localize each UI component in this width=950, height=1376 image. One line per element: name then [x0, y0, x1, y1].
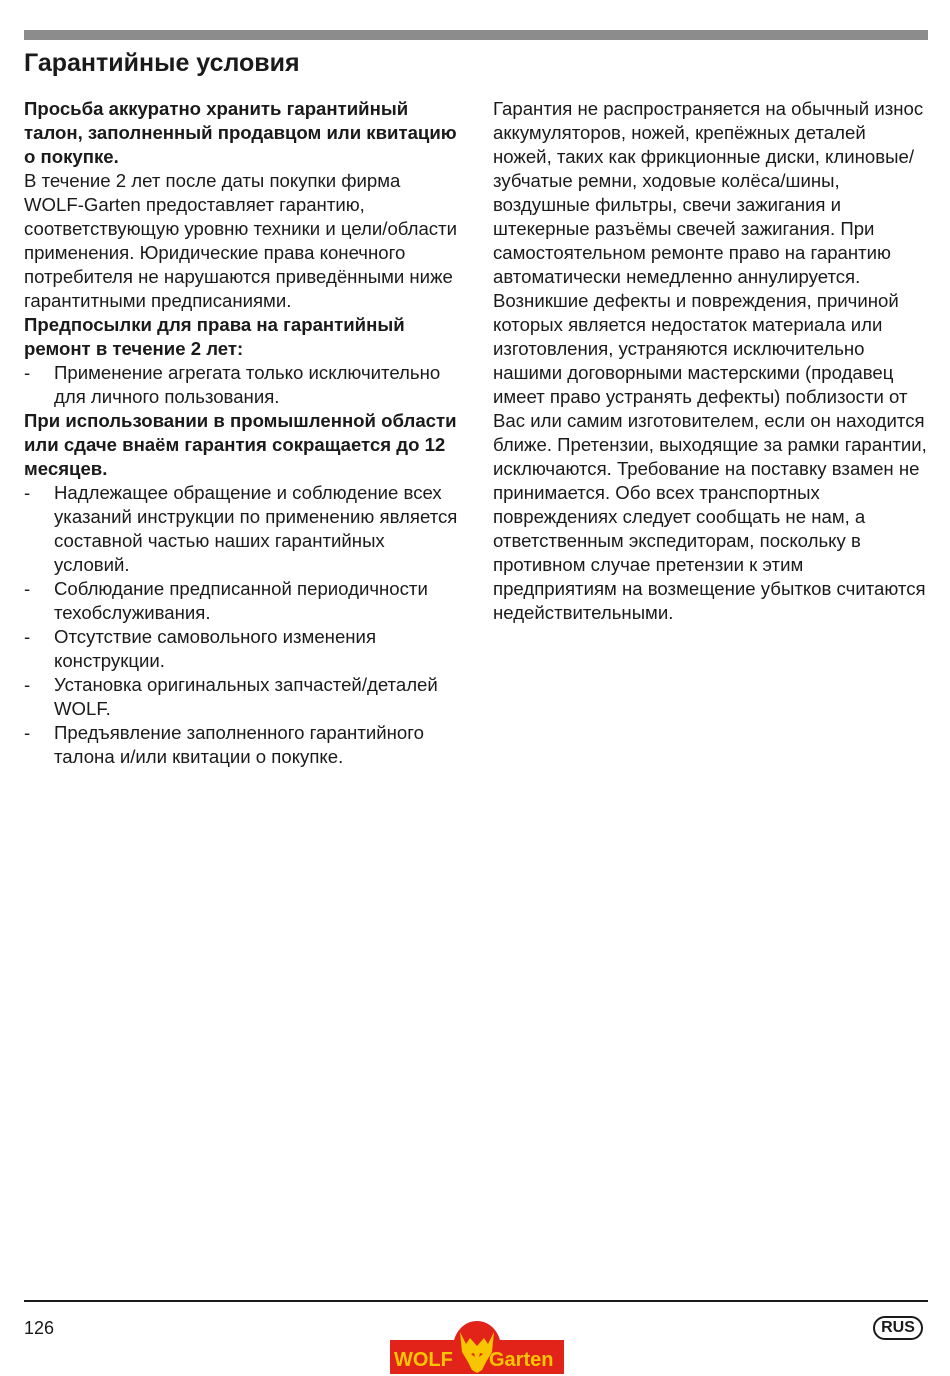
list-item	[24, 361, 464, 409]
list-item-text: Предъявление заполненного гарантийного талона и/или квитации о покупке.	[54, 722, 424, 767]
logo-text-wolf: WOLF	[394, 1349, 453, 1371]
bullet-dash: -	[24, 722, 31, 743]
list-item-text: Применение агрегата только исключительно для личного пользования.	[54, 362, 441, 407]
list-item-text: Соблюдание предписанной периодичности техобслуживания.	[54, 578, 428, 623]
list-item-text: Установка оригинальных запчастей/деталей WOLF.	[54, 674, 438, 719]
list-item-text: Отсутствие самовольного изменения конструкции.	[54, 626, 377, 671]
bullet-dash: -	[24, 362, 31, 383]
logo-text-garten: Garten	[489, 1349, 554, 1371]
intro-bold-paragraph: Просьба аккуратно хранить гарантийный талон, заполненный продавцом или квитацию о покупке.	[24, 98, 457, 167]
list-item	[24, 577, 464, 625]
header-bar	[24, 30, 928, 40]
list-item	[24, 481, 464, 577]
list-item	[24, 721, 464, 769]
list-item	[24, 673, 464, 721]
page-number: 126	[24, 1318, 55, 1338]
footer-divider	[24, 1300, 928, 1302]
page-title: Гарантийные условия	[24, 49, 300, 77]
bullet-dash: -	[24, 578, 31, 599]
commercial-use-note: При использовании в промышленной области или сдаче внаём гарантия сокращается до 12 месяцев.	[24, 410, 457, 479]
left-column	[24, 97, 464, 769]
right-column	[493, 97, 929, 625]
bullet-dash: -	[24, 674, 31, 695]
list-item	[24, 625, 464, 673]
language-badge: RUS	[873, 1316, 923, 1340]
wolf-garten-logo	[390, 1320, 564, 1374]
exclusions-paragraph: Гарантия не распространяется на обычный износ аккумуляторов, ножей, крепёжных деталей ножей, таких как фрикционные диски, клиновые/зубчатые ремни, ходовые колёса/шины, воздушные фильтры, свечи зажигания и штекерные разъёмы свечей зажигания. При самостоятельном ремонте право на гарантию автоматически немедленно аннулируется. Возникшие дефекты и повреждения, причиной которых является недостаток материала или изготовления, устраняются исключительно нашими договорными мастерскими (продавец имеет право устранять дефекты) поблизости от Вас или самим изготовителем, если он находится ближе. Претензии, выходящие за рамки гарантии, исключаются. Требование на поставку взамен не принимается. Обо всех транспортных повреждениях следует сообщать не нам, а ответственным экспедиторам, поскольку в противном случае претензии к этим предприятиям на возмещение убытков считаются недействительными.	[493, 98, 927, 623]
list-item-text: Надлежащее обращение и соблюдение всех указаний инструкции по применению является составной частью наших гарантийных условий.	[54, 482, 458, 575]
prerequisites-heading: Предпосылки для права на гарантийный ремонт в течение 2 лет:	[24, 314, 405, 359]
intro-paragraph: В течение 2 лет после даты покупки фирма WOLF-Garten предоставляет гарантию, соответствующую уровню техники и цели/области применения. Юридические права конечного потребителя не нарушаются приведёнными ниже гарантитными предписаниями.	[24, 170, 458, 311]
bullet-dash: -	[24, 626, 31, 647]
bullet-dash: -	[24, 482, 31, 503]
